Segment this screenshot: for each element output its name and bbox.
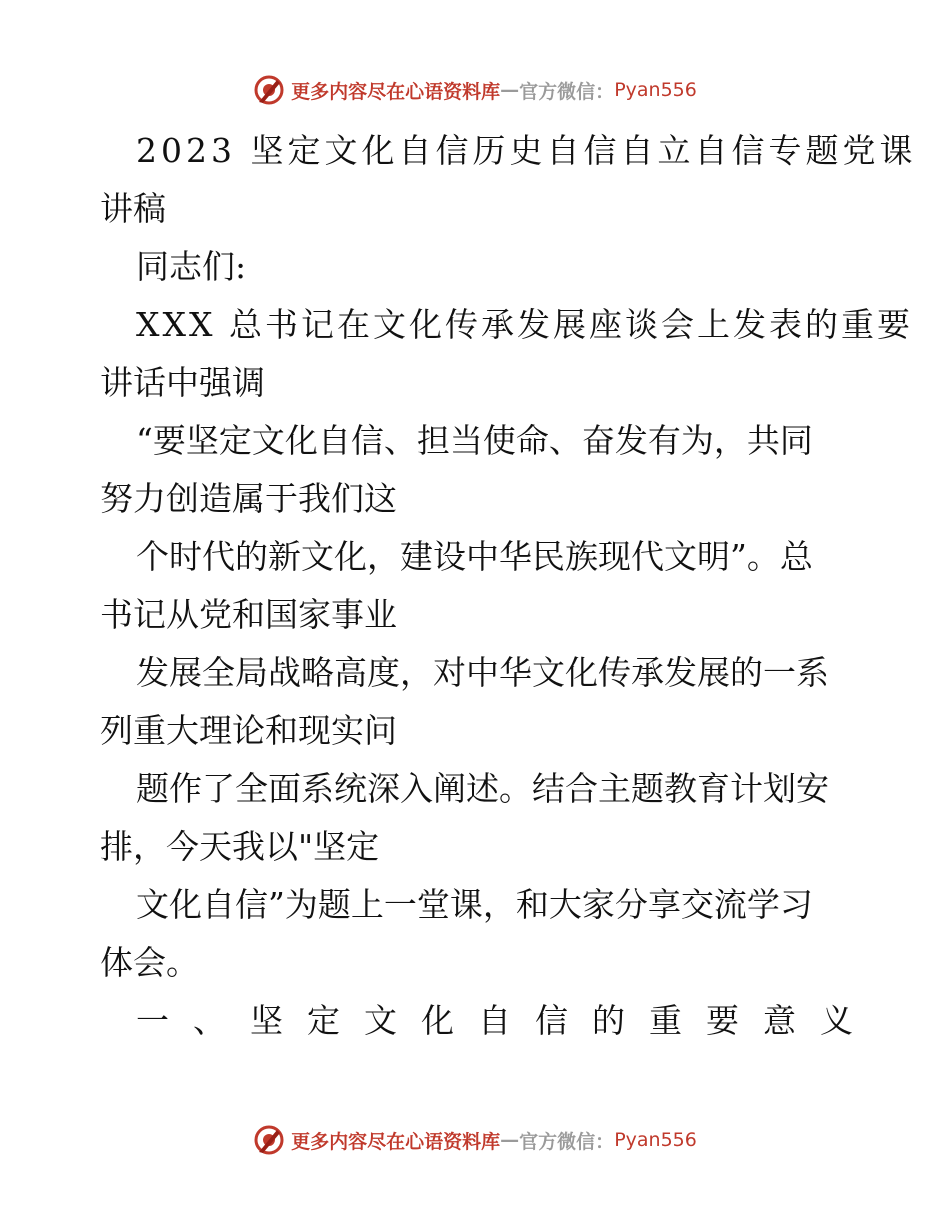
- paragraph-line: 列重大理论和现实问: [100, 711, 397, 750]
- paragraph-line: 书记从党和国家事业: [100, 595, 397, 634]
- greeting: 同志们:: [136, 247, 247, 286]
- paragraph-line: 文化自信”为题上一堂课，和大家分享交流学习: [136, 885, 813, 924]
- paragraph-line: 排，今天我以"坚定: [100, 827, 380, 866]
- paragraph-line: 发展全局战略高度，对中华文化传承发展的一系: [136, 653, 829, 692]
- watermark-main-text: 更多内容尽在心语资料库: [291, 80, 501, 103]
- paragraph-line: 努力创造属于我们这: [100, 479, 397, 518]
- paragraph-line: 个时代的新文化，建设中华民族现代文明”。总: [136, 537, 813, 576]
- watermark-banner-bottom: [0, 1120, 950, 1160]
- watermark-wechat-label: 官方微信：: [519, 1130, 615, 1153]
- watermark-wechat-id: Pyan556: [614, 1129, 697, 1151]
- watermark-separator: —: [500, 79, 520, 101]
- quill-logo-icon: [253, 1124, 285, 1156]
- watermark-separator: —: [500, 1129, 520, 1151]
- watermark-main-text: 更多内容尽在心语资料库: [291, 1130, 501, 1153]
- paragraph-line: “要坚定文化自信、担当使命、奋发有为，共同: [136, 421, 813, 460]
- watermark-wechat-label: 官方微信：: [519, 80, 615, 103]
- document-body: [100, 122, 917, 1050]
- paragraph-line: 体会。: [100, 943, 199, 982]
- document-title: 2023 坚定文化自信历史自信自立自信专题党课: [136, 131, 917, 170]
- paragraph-line: 题作了全面系统深入阐述。结合主题教育计划安: [136, 769, 829, 808]
- document-title-continued: 讲稿: [100, 189, 166, 228]
- quill-logo-icon: [253, 74, 285, 106]
- paragraph-line: 讲话中强调: [100, 363, 265, 402]
- paragraph-line: XXX 总书记在文化传承发展座谈会上发表的重要: [136, 305, 913, 344]
- section-heading: 一、坚定文化自信的重要意义: [136, 1001, 877, 1040]
- watermark-wechat-id: Pyan556: [614, 79, 697, 101]
- watermark-banner-top: [0, 70, 950, 110]
